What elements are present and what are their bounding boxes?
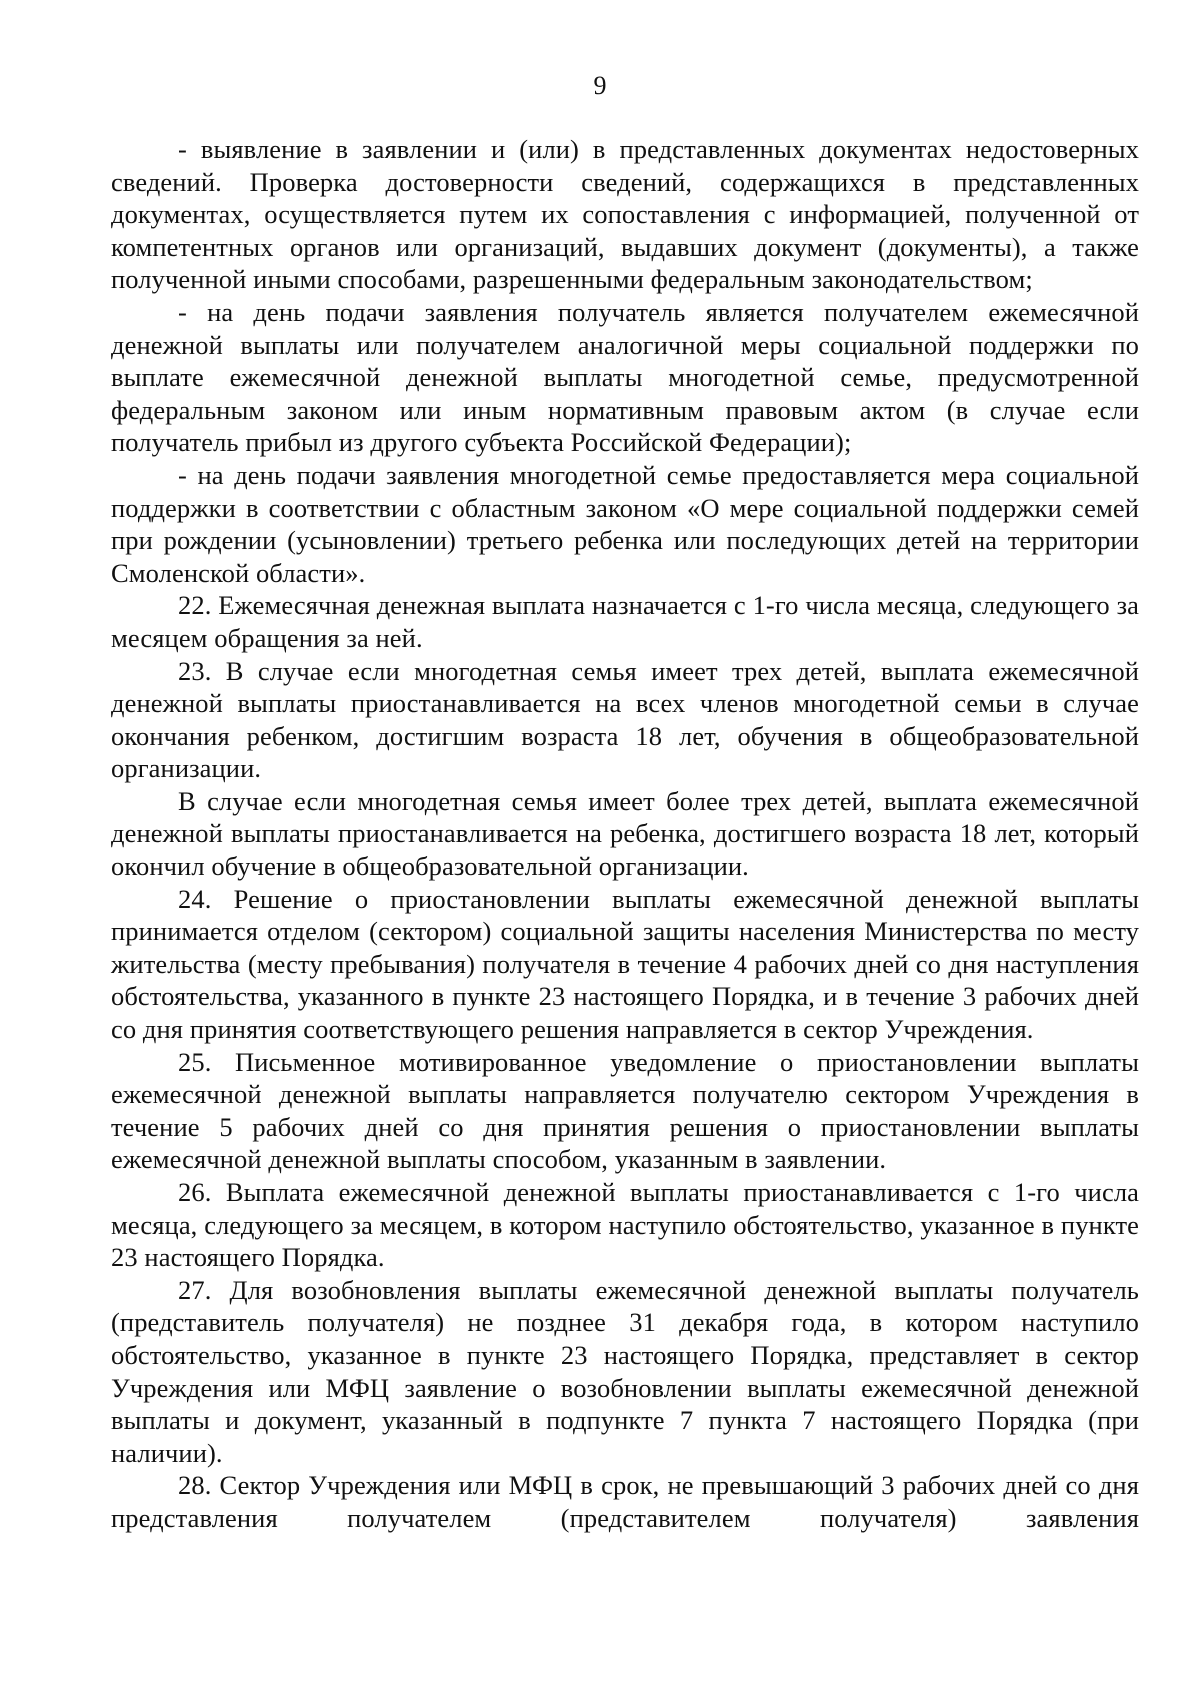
paragraph-item-recipient-status: - на день подачи заявления получатель является получателем ежемесячной денежной выплаты или получателем аналогичной меры социальной поддержки по выплате ежемесячной денежной выплаты многодетной семье, предусмотренной федеральным законом или иным нормативным правовым актом (в случае если получатель прибыл из другого субъекта Российской Федерации); <box>111 296 1139 458</box>
paragraph-item-unreliable-info: - выявление в заявлении и (или) в представленных документах недостоверных сведений. Проверка достоверности сведений, содержащихся в представленных документах, осуществляется путем их сопоставления с информацией, полученной от компетентных органов или организаций, выдавших документ (документы), а также полученной иными способами, разрешенными федеральным законодательством; <box>111 134 1139 295</box>
paragraph-28: 28. Сектор Учреждения или МФЦ в срок, не превышающий 3 рабочих дней со дня представления получателем (представителем получателя) заявления <box>111 1470 1139 1533</box>
paragraph-item-regional-support: - на день подачи заявления многодетной семье предоставляется мера социальной поддержки в соответствии с областным законом «О мере социальной поддержки семей при рождении (усыновлении) третьего ребенка или последующих детей на территории Смоленской области». <box>111 459 1139 588</box>
paragraph-23-continued: В случае если многодетная семья имеет более трех детей, выплата ежемесячной денежной выплаты приостанавливается на ребенка, достигшего возраста 18 лет, который окончил обучение в общеобразовательной организации. <box>111 785 1139 882</box>
paragraph-24: 24. Решение о приостановлении выплаты ежемесячной денежной выплаты принимается отделом (сектором) социальной защиты населения Министерства по месту жительства (месту пребывания) получателя в течение 4 рабочих дней со дня наступления обстоятельства, указанного в пункте 23 настоящего Порядка, и в течение 3 рабочих дней со дня принятия соответствующего решения направляется в сектор Учреждения. <box>111 883 1139 1045</box>
paragraph-22: 22. Ежемесячная денежная выплата назначается с 1-го числа месяца, следующего за месяцем обращения за ней. <box>111 590 1139 653</box>
paragraph-26: 26. Выплата ежемесячной денежной выплаты приостанавливается с 1-го числа месяца, следующего за месяцем, в котором наступило обстоятельство, указанное в пункте 23 настоящего Порядка. <box>111 1177 1139 1273</box>
document-body <box>111 133 1139 1535</box>
page-number: 9 <box>593 71 607 100</box>
paragraph-27: 27. Для возобновления выплаты ежемесячной денежной выплаты получатель (представитель получателя) не позднее 31 декабря года, в котором наступило обстоятельство, указанное в пункте 23 настоящего Порядка, представляет в сектор Учреждения или МФЦ заявление о возобновлении выплаты ежемесячной денежной выплаты и документ, указанный в подпункте 7 пункта 7 настоящего Порядка (при наличии). <box>111 1274 1139 1468</box>
paragraph-25: 25. Письменное мотивированное уведомление о приостановлении выплаты ежемесячной денежной выплаты направляется получателю сектором Учреждения в течение 5 рабочих дней со дня принятия решения о приостановлении выплаты ежемесячной денежной выплаты способом, указанным в заявлении. <box>111 1046 1139 1175</box>
paragraph-23: 23. В случае если многодетная семья имеет трех детей, выплата ежемесячной денежной выплаты приостанавливается на всех членов многодетной семьи в случае окончания ребенком, достигшим возраста 18 лет, обучения в общеобразовательной организации. <box>111 655 1139 784</box>
